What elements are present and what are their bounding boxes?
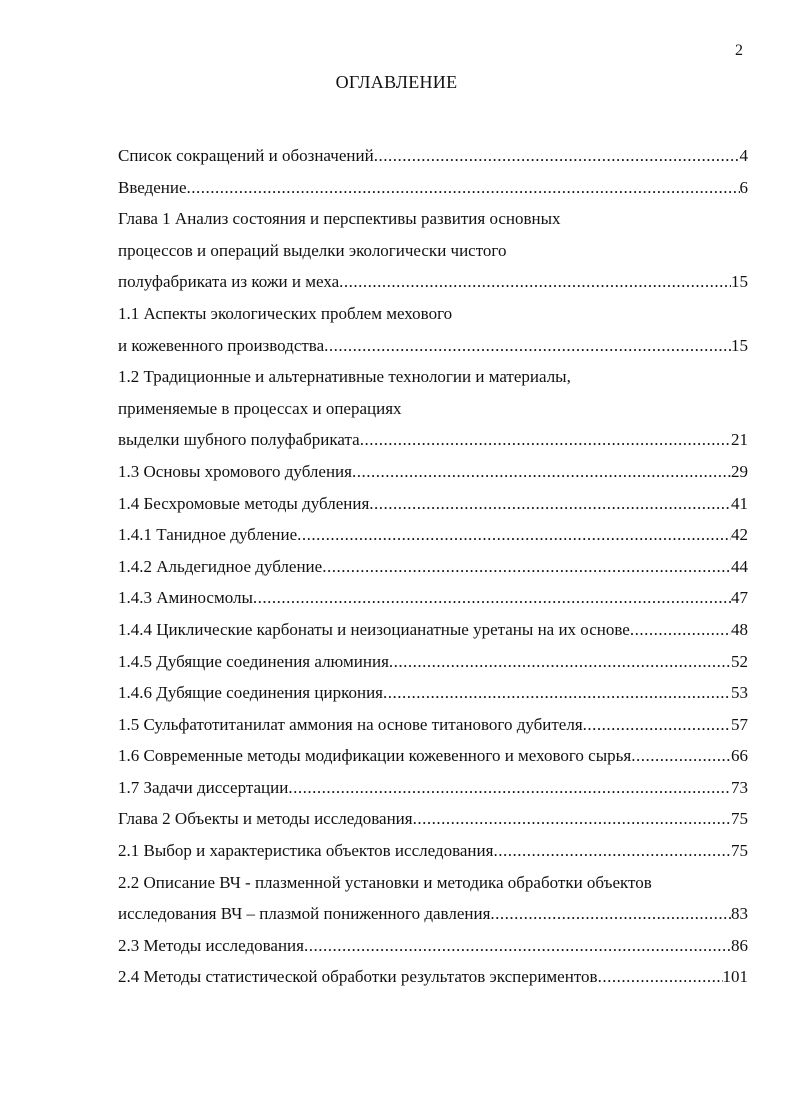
toc-entry-page: 15 [731, 272, 748, 292]
toc-entry-page: 66 [731, 746, 748, 766]
toc-entry-page: 73 [731, 777, 748, 797]
toc-entry-title: Глава 1 Анализ состояния и перспективы развития основных [118, 209, 561, 229]
toc-entry-title: 2.1 Выбор и характеристика объектов исследования [118, 841, 494, 861]
toc-entry [118, 298, 748, 330]
toc-entry-page: 83 [731, 904, 748, 924]
toc-entry [118, 772, 748, 804]
toc-leader-dots [324, 330, 731, 362]
toc-entry-title: 1.4.5 Дубящие соединения алюминия [118, 651, 389, 671]
page-number: 2 [735, 42, 743, 59]
toc-leader-dots [322, 551, 731, 583]
toc-leader-dots [360, 424, 731, 456]
toc-leader-dots [352, 456, 731, 488]
toc-entry-title: 2.2 Описание ВЧ - плазменной установки и методика обработки объектов [118, 872, 652, 892]
toc-entry-page: 52 [731, 651, 748, 671]
toc-entry [118, 614, 748, 646]
toc-entry-title: 2.4 Методы статистической обработки результатов экспериментов [118, 967, 598, 987]
toc-entry-page: 29 [731, 461, 748, 481]
toc-entry [118, 677, 748, 709]
toc-entry-page: 6 [739, 177, 748, 197]
toc-entry-title: процессов и операций выделки экологически чистого [118, 240, 507, 260]
toc-title: ОГЛАВЛЕНИЕ [335, 72, 458, 92]
toc-entry [118, 235, 748, 267]
toc-entry-page: 53 [731, 683, 748, 703]
toc-entry-title: 1.4.3 Аминосмолы [118, 588, 253, 608]
toc-entry [118, 803, 748, 835]
toc-entry [118, 709, 748, 741]
toc-entry-title: 1.7 Задачи диссертации [118, 777, 289, 797]
toc-entry [118, 330, 748, 362]
toc-entry-title: 1.2 Традиционные и альтернативные технологии и материалы, [118, 367, 571, 387]
toc-entry [118, 519, 748, 551]
toc-entry [118, 266, 748, 298]
toc-leader-dots [413, 803, 731, 835]
toc-entry [118, 740, 748, 772]
toc-entry-page: 75 [731, 841, 748, 861]
toc-leader-dots [187, 172, 740, 204]
toc-entry-page: 21 [731, 430, 748, 450]
toc-entry [118, 361, 748, 393]
toc-entry-page: 75 [731, 809, 748, 829]
toc-entry [118, 898, 748, 930]
toc-entry-title: применяемые в процессах и операциях [118, 398, 402, 418]
toc-leader-dots [288, 772, 731, 804]
toc-entry-title: Введение [118, 177, 187, 197]
toc-entry [118, 551, 748, 583]
toc-entry-page: 4 [739, 146, 748, 165]
toc-leader-dots [304, 930, 731, 962]
toc-entry [118, 456, 748, 488]
toc-entry [118, 393, 748, 425]
toc-entry [118, 930, 748, 962]
toc-leader-dots [389, 646, 731, 678]
toc-leader-dots [630, 614, 731, 646]
toc-entry-title: выделки шубного полуфабриката [118, 430, 360, 450]
toc-entry-title: полуфабриката из кожи и меха [118, 272, 340, 292]
toc-entry-title: 2.3 Методы исследования [118, 935, 304, 955]
toc-leader-dots [297, 519, 731, 551]
toc-entry-page: 48 [731, 619, 748, 639]
toc-entry-title: 1.5 Сульфатотитанилат аммония на основе титанового дубителя [118, 714, 583, 734]
toc-leader-dots [374, 140, 740, 172]
toc-entry-page: 57 [731, 714, 748, 734]
toc-entry-title: 1.4.2 Альдегидное дубление [118, 556, 323, 576]
toc-leader-dots [598, 961, 723, 993]
toc-leader-dots [493, 835, 731, 867]
toc-leader-dots [631, 740, 731, 772]
toc-entry-page: 44 [731, 556, 748, 576]
toc-entry [118, 488, 748, 520]
toc-entry-title: 1.4.6 Дубящие соединения циркония [118, 683, 383, 703]
toc-entry-title: Список сокращений и обозначений [118, 146, 374, 165]
toc-entry [118, 172, 748, 204]
toc-entry [118, 140, 748, 172]
toc-leader-dots [253, 582, 731, 614]
toc-entry-page: 41 [731, 493, 748, 513]
toc-entry-title: 1.4 Бесхромовые методы дубления [118, 493, 370, 513]
toc-entry-title: исследования ВЧ – плазмой пониженного давления [118, 904, 491, 924]
toc-entry-title: 1.1 Аспекты экологических проблем мехового [118, 303, 453, 323]
toc-leader-dots [339, 266, 731, 298]
toc-leader-dots [583, 709, 731, 741]
toc-entry [118, 203, 748, 235]
toc-entry-title: и кожевенного производства [118, 335, 325, 355]
toc-entry [118, 961, 748, 993]
toc-entry-title: 1.4.1 Танидное дубление [118, 525, 298, 545]
toc-leader-dots [383, 677, 731, 709]
toc-entry [118, 867, 748, 899]
toc-entry-title: 1.6 Современные методы модификации кожевенного и мехового сырья [118, 746, 632, 766]
toc-entry-page: 47 [731, 588, 748, 608]
toc-entry [118, 582, 748, 614]
toc-entry-title: 1.3 Основы хромового дубления [118, 461, 352, 481]
toc-entry-page: 15 [731, 335, 748, 355]
toc-entry-title: 1.4.4 Циклические карбонаты и неизоцианатные уретаны на их основе [118, 619, 630, 639]
table-of-contents [118, 140, 748, 993]
toc-entry-page: 42 [731, 525, 748, 545]
toc-entry-page: 86 [731, 935, 748, 955]
toc-entry-page: 101 [722, 967, 748, 987]
toc-leader-dots [369, 488, 731, 520]
toc-leader-dots [490, 898, 731, 930]
toc-entry [118, 646, 748, 678]
toc-entry [118, 424, 748, 456]
toc-entry-title: Глава 2 Объекты и методы исследования [118, 809, 413, 829]
toc-entry [118, 835, 748, 867]
